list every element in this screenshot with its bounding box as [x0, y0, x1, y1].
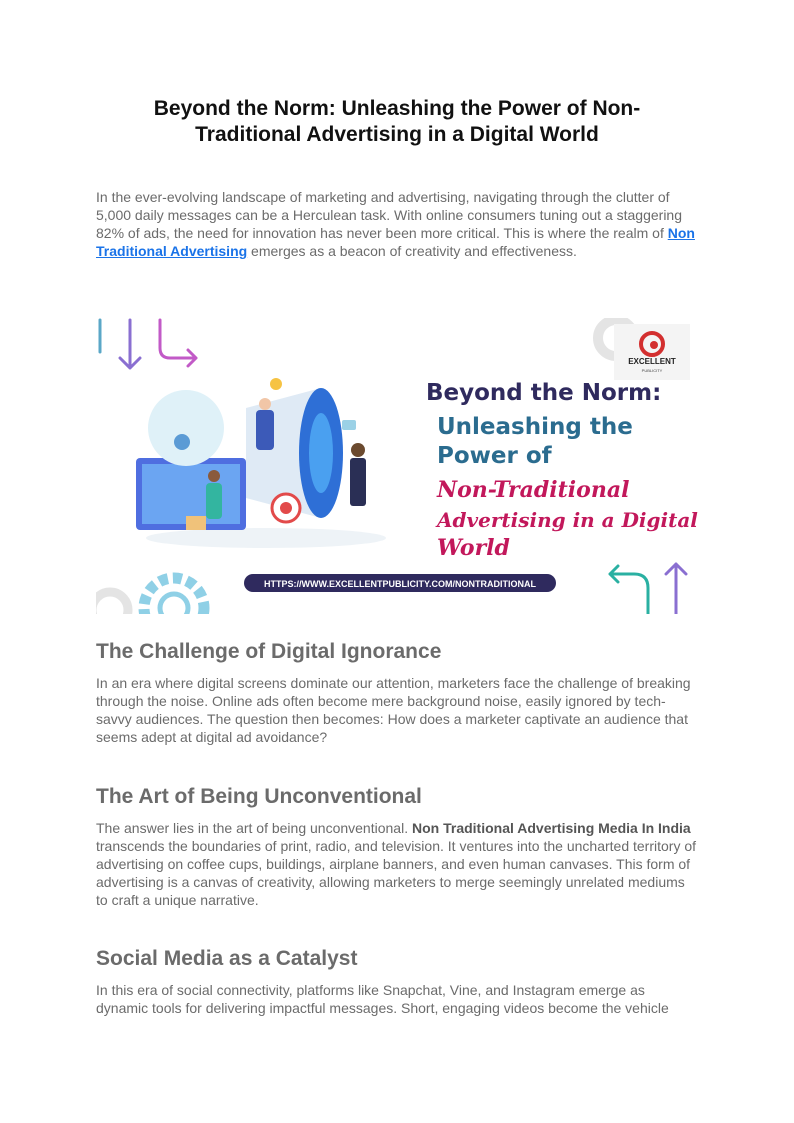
section-text-social: In this era of social connectivity, platforms like Snapchat, Vine, and Instagram emerge as dynamic tools for delivering impactful messages. Short, engaging videos become the vehicle — [96, 982, 669, 1016]
banner-url: HTTPS://WWW.EXCELLENTPUBLICITY.COM/NONTRADITIONAL — [264, 579, 536, 589]
document-title — [96, 96, 698, 148]
section-heading-challenge: The Challenge of Digital Ignorance — [96, 640, 442, 663]
section-text-bold: Non Traditional Advertising Media In India — [411, 820, 691, 836]
section-text-before: The answer lies in the art of being unconventional. — [96, 820, 412, 836]
section-heading-social: Social Media as a Catalyst — [96, 947, 358, 970]
banner-heading-2: Unleashing the — [437, 414, 633, 440]
banner-script-1: Non-Traditional — [437, 477, 630, 503]
intro-text-before: In the ever-evolving landscape of marketing and advertising, navigating through the clutter of 5,000 daily messages can be a Herculean task. With online consumers tuning out a staggering 82% of ads, the need for innovation has never been more critical. This is where the realm of — [96, 189, 683, 241]
section-heading-unconventional: The Art of Being Unconventional — [96, 785, 422, 808]
section-text-unconventional — [96, 819, 700, 909]
excellent-publicity-logo — [614, 324, 690, 380]
title-line-2: Traditional Advertising in a Digital World — [195, 123, 599, 146]
section-text-challenge: In an era where digital screens dominate our attention, marketers face the challenge of breaking through the noise. Online ads often become mere background noise, easily ignored by tech-savvy audiences. The question then becomes: How does a marketer captivate an audience that seems adept at digital ad avoidance? — [96, 675, 691, 745]
title-line-1: Beyond the Norm: Unleashing the Power of Non- — [153, 97, 641, 120]
intro-text-after: emerges as a beacon of creativity and effectiveness. — [247, 243, 577, 259]
banner-image — [96, 318, 698, 614]
section-text-after: transcends the boundaries of print, radio, and television. It ventures into the uncharted territory of advertising on coffee cups, buildings, airplane banners, and even human canvases. This form of advertising is a canvas of creativity, allowing marketers to merge seemingly unrelated mediums to craft a unique narrative. — [96, 838, 697, 908]
banner-script-3: World — [437, 535, 510, 561]
logo-text-1: EXCELLENT — [628, 357, 676, 366]
banner-heading-3: Power of — [437, 443, 552, 469]
banner-heading-1: Beyond the Norm: — [426, 380, 662, 406]
non-traditional-advertising-link[interactable]: Non Traditional Advertising — [96, 225, 695, 259]
logo-text-2: PUBLICITY — [641, 368, 663, 373]
intro-paragraph — [96, 188, 700, 260]
banner-script-2: Advertising in a Digital — [437, 508, 698, 532]
